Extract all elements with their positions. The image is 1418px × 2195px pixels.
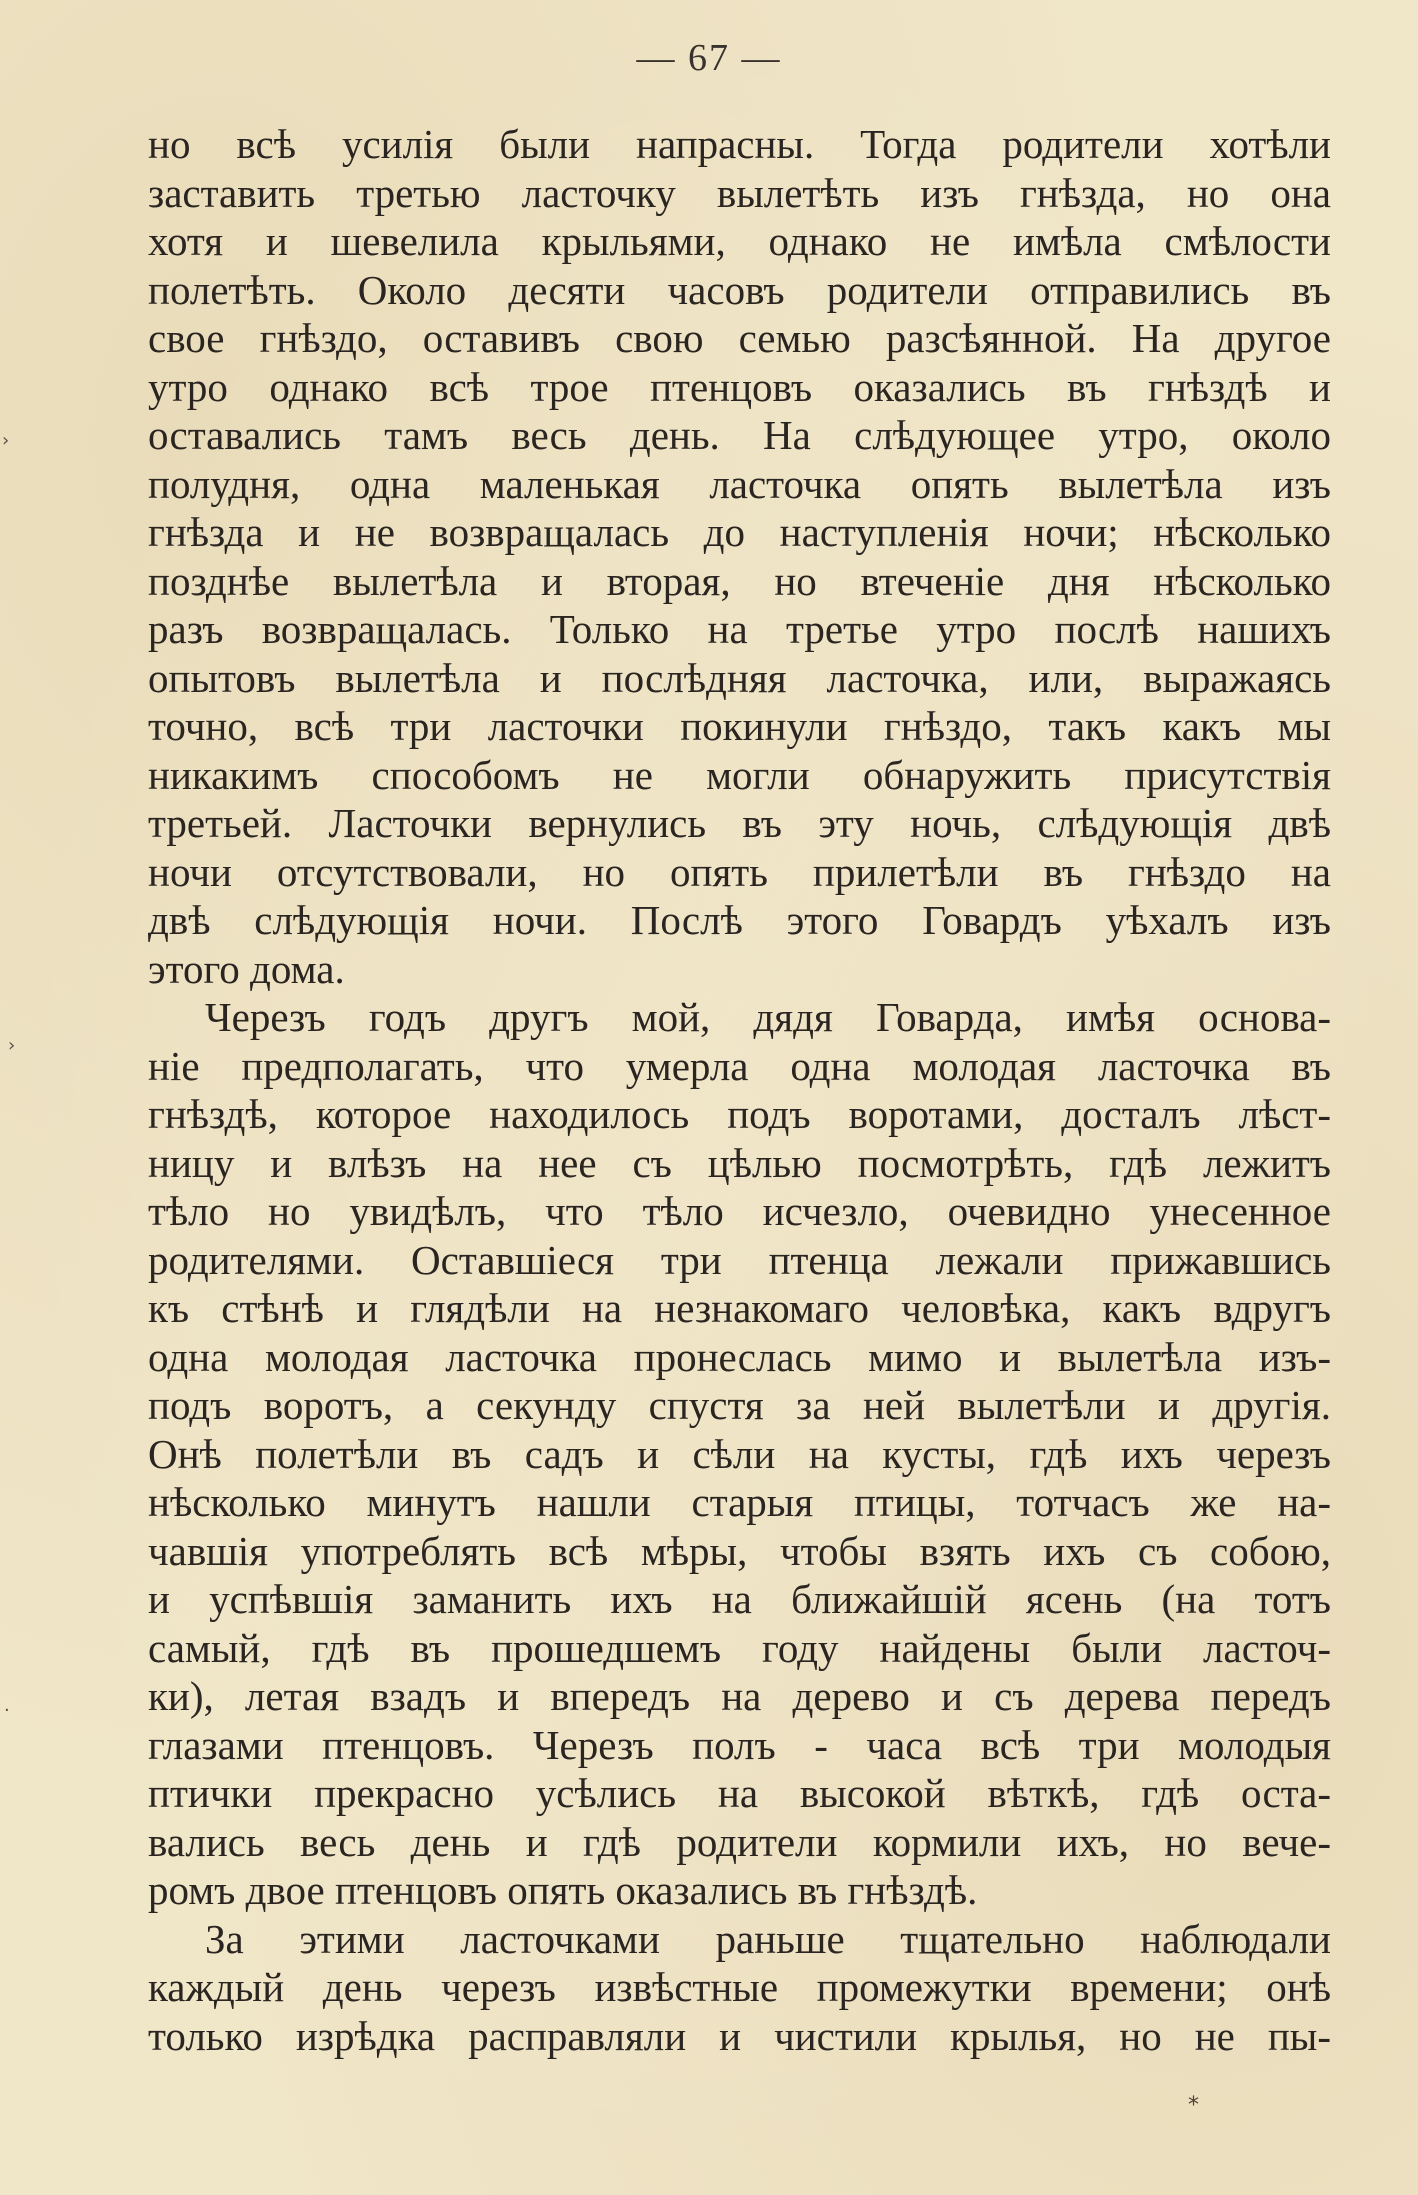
text-line: каждый день черезъ извѣстные промежутки времени; онѣ [148, 1964, 1331, 2010]
text-line: утро однако всѣ трое птенцовъ оказались въ гнѣздѣ и [148, 363, 1331, 410]
text-line: ромъ двое птенцовъ опять оказались въ гнѣздѣ. [148, 1867, 978, 1913]
text-line: никакимъ способомъ не могли обнаружить присутствія [148, 751, 1331, 798]
text-line: глазами птенцовъ. Черезъ полъ - часа всѣ три молодыя [148, 1721, 1331, 1768]
text-line: гнѣзда и не возвращалась до наступленія ночи; нѣсколько [148, 509, 1331, 555]
paragraph-2 [148, 993, 1331, 1915]
text-line: только изрѣдка расправляли и чистили крылья, но не пы- [148, 2012, 1331, 2059]
margin-tick-mark: › [2, 430, 10, 451]
text-line: ніе предполагать, что умерла одна молодая ласточка въ [148, 1042, 1331, 1089]
text-line: но всѣ усилія были напрасны. Тогда родители хотѣли [148, 121, 1331, 167]
text-line: самый, гдѣ въ прошедшемъ году найдены были ласточ- [148, 1624, 1331, 1671]
text-line: тѣло но увидѣлъ, что тѣло исчезло, очевидно унесенное [148, 1188, 1331, 1234]
text-line: чавшія употреблять всѣ мѣры, чтобы взять ихъ съ собою, [148, 1527, 1331, 1574]
text-line: позднѣе вылетѣла и вторая, но втеченіе дня нѣсколько [148, 557, 1331, 604]
paragraph-3 [148, 1915, 1331, 2061]
text-line: вались весь день и гдѣ родители кормили ихъ, но вече- [148, 1818, 1331, 1865]
text-line: гнѣздѣ, которое находилось подъ воротами, досталъ лѣст- [148, 1091, 1331, 1137]
text-line: этого дома. [148, 945, 345, 992]
text-line: полетѣть. Около десяти часовъ родители отправились въ [148, 266, 1331, 313]
text-line: одна молодая ласточка пронеслась мимо и вылетѣла изъ- [148, 1333, 1331, 1380]
text-line: свое гнѣздо, оставивъ свою семью разсѣянной. На другое [148, 315, 1331, 361]
text-line: птички прекрасно усѣлись на высокой вѣткѣ, гдѣ оста- [148, 1770, 1331, 1816]
text-line: ницу и влѣзъ на нее съ цѣлью посмотрѣть, гдѣ лежитъ [148, 1139, 1331, 1186]
text-line: къ стѣнѣ и глядѣли на незнакомаго человѣка, какъ вдругъ [148, 1285, 1331, 1331]
text-line: нѣсколько минутъ нашли старыя птицы, тотчасъ же на- [148, 1479, 1331, 1525]
text-line: Черезъ годъ другъ мой, дядя Говарда, имѣя основа- [205, 994, 1331, 1040]
text-line: и успѣвшія заманить ихъ на ближайшій ясень (на тотъ [148, 1576, 1331, 1622]
text-line: подъ воротъ, а секунду спустя за ней вылетѣли и другія. [148, 1382, 1331, 1428]
text-line: полудня, одна маленькая ласточка опять вылетѣла изъ [148, 460, 1331, 507]
text-line: За этими ласточками раньше тщательно наблюдали [205, 1915, 1331, 1962]
margin-tick-mark: › [8, 1035, 16, 1056]
text-line: оставались тамъ весь день. На слѣдующее утро, около [148, 412, 1331, 458]
paragraph-1 [148, 120, 1331, 993]
text-line: Онѣ полетѣли въ садъ и сѣли на кусты, гдѣ ихъ черезъ [148, 1430, 1331, 1477]
text-line: разъ возвращалась. Только на третье утро послѣ нашихъ [148, 606, 1331, 652]
text-line: ки), летая взадъ и впередъ на дерево и съ дерева передъ [148, 1673, 1331, 1719]
page-number: — 67 — [636, 37, 782, 79]
signature-mark: * [1188, 2093, 1199, 2118]
text-line: третьей. Ласточки вернулись въ эту ночь, слѣдующія двѣ [148, 800, 1331, 846]
text-line: родителями. Оставшіеся три птенца лежали прижавшись [148, 1236, 1331, 1283]
text-line: ночи отсутствовали, но опять прилетѣли въ гнѣздо на [148, 848, 1331, 895]
text-line: точно, всѣ три ласточки покинули гнѣздо, такъ какъ мы [148, 703, 1331, 749]
text-line: заставить третью ласточку вылетѣть изъ гнѣзда, но она [148, 169, 1331, 216]
text-line: двѣ слѣдующія ночи. Послѣ этого Говардъ уѣхалъ изъ [148, 897, 1331, 943]
text-line: опытовъ вылетѣла и послѣдняя ласточка, или, выражаясь [148, 654, 1331, 701]
body-text [148, 120, 1331, 2060]
margin-tick-mark: · [4, 1700, 10, 1721]
text-line: хотя и шевелила крыльями, однако не имѣла смѣлости [148, 218, 1331, 264]
